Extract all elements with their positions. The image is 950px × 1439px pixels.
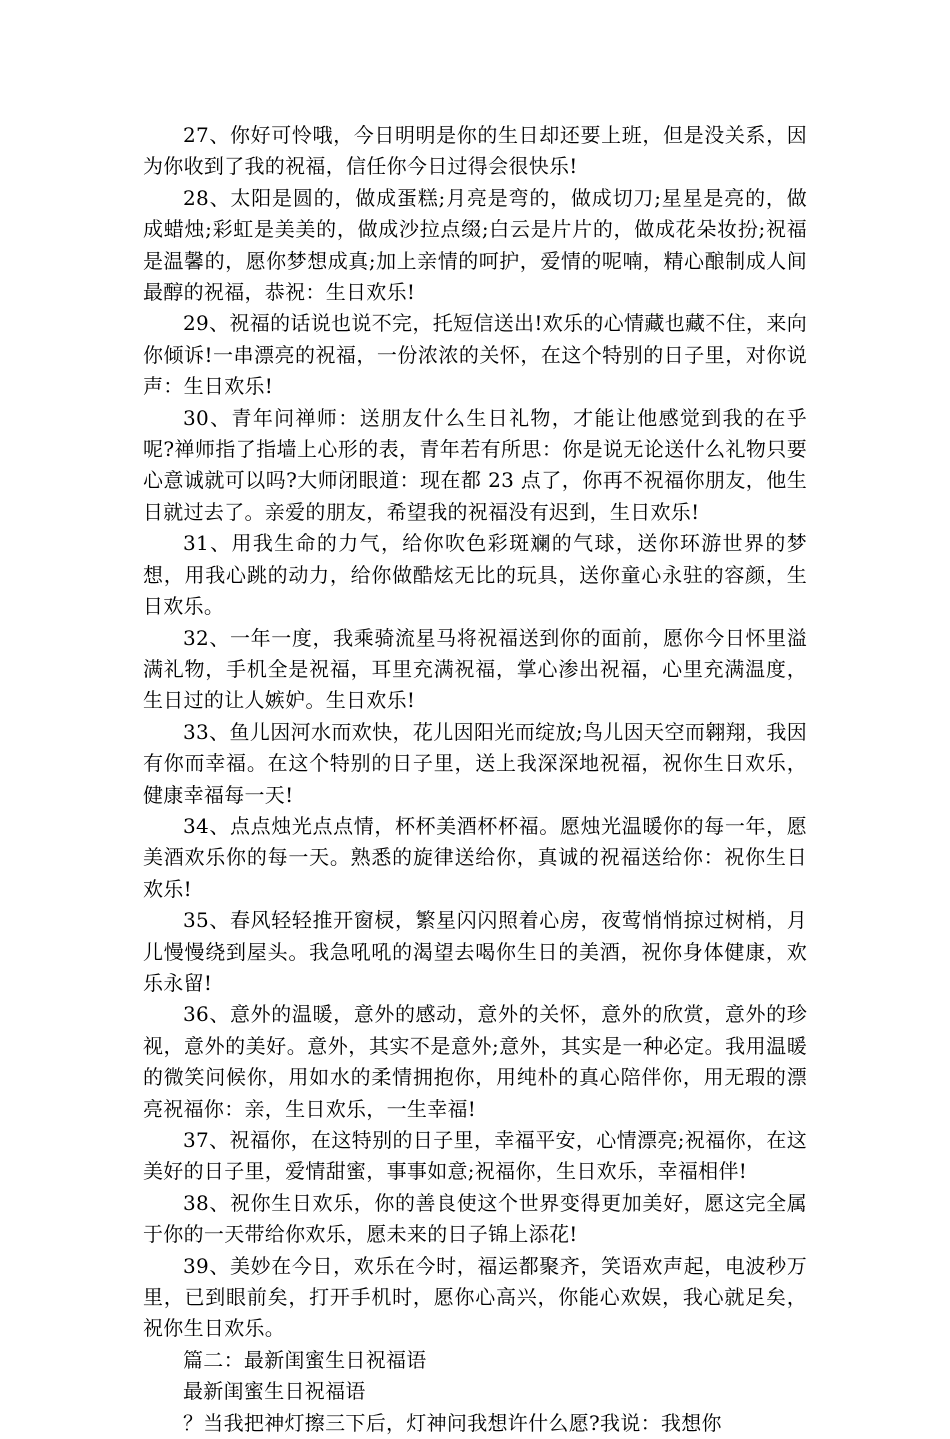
section-title: 篇二：最新闺蜜生日祝福语	[183, 1347, 427, 1372]
wish-paragraph-36: 36、意外的温暖，意外的感动，意外的关怀，意外的欣赏，意外的珍视，意外的美好。意外，其实不是意外;意外，其实是一种必定。我用温暖的微笑问候你，用如水的柔情拥抱你，用纯朴的真心陪伴你，用无瑕的漂亮祝福你：亲，生日欢乐，一生幸福!	[143, 1002, 807, 1121]
last-line: ？当我把神灯擦三下后，灯神问我想许什么愿?我说：我想你	[183, 1410, 722, 1435]
wish-paragraph-30: 30、青年问禅师：送朋友什么生日礼物，才能让他感觉到我的在乎呢?禅师指了指墙上心形的表，青年若有所思：你是说无论送什么礼物只要心意诚就可以吗?大师闭眼道：现在都 23 点了，你再不祝福你朋友，他生日就过去了。亲爱的朋友，希望我的祝福没有迟到，生日欢乐!	[143, 405, 807, 524]
wish-paragraph-28: 28、太阳是圆的，做成蛋糕;月亮是弯的，做成切刀;星星是亮的，做成蜡烛;彩虹是美美的，做成沙拉点缀;白云是片片的，做成花朵妆扮;祝福是温馨的，愿你梦想成真;加上亲情的呵护，爱情的呢喃，精心酿制成人间最醇的祝福，恭祝：生日欢乐!	[143, 185, 807, 305]
document-body	[143, 120, 807, 1439]
wish-paragraph-31: 31、用我生命的力气，给你吹色彩斑斓的气球，送你环游世界的梦想，用我心跳的动力，给你做酷炫无比的玩具，送你童心永驻的容颜，生日欢乐。	[143, 531, 807, 619]
wish-paragraph-27: 27、你好可怜哦，今日明明是你的生日却还要上班，但是没关系，因为你收到了我的祝福，信任你今日过得会很快乐!	[143, 123, 807, 179]
wish-paragraph-34: 34、点点烛光点点情，杯杯美酒杯杯福。愿烛光温暖你的每一年，愿美酒欢乐你的每一天。熟悉的旋律送给你，真诚的祝福送给你：祝你生日欢乐!	[143, 813, 807, 901]
wish-paragraph-38: 38、祝你生日欢乐，你的善良使这个世界变得更加美好，愿这完全属于你的一天带给你欢乐，愿未来的日子锦上添花!	[143, 1190, 807, 1247]
wish-paragraph-29: 29、祝福的话说也说不完，托短信送出!欢乐的心情藏也藏不住，来向你倾诉!一串漂亮的祝福，一份浓浓的关怀，在这个特别的日子里，对你说声：生日欢乐!	[143, 311, 807, 399]
wish-paragraph-39: 39、美妙在今日，欢乐在今时，福运都聚齐，笑语欢声起，电波秒万里，已到眼前矣，打开手机时，愿你心高兴，你能心欢娱，我心就足矣，祝你生日欢乐。	[143, 1253, 807, 1341]
wish-paragraph-35: 35、春风轻轻推开窗棂，繁星闪闪照着心房，夜莺悄悄掠过树梢，月儿慢慢绕到屋头。我急吼吼的渴望去喝你生日的美酒，祝你身体健康，欢乐永留!	[143, 908, 807, 995]
wish-paragraph-33: 33、鱼儿因河水而欢快，花儿因阳光而绽放;鸟儿因天空而翱翔，我因有你而幸福。在这个特别的日子里，送上我深深地祝福，祝你生日欢乐，健康幸福每一天!	[143, 719, 807, 807]
section-subtitle: 最新闺蜜生日祝福语	[183, 1379, 366, 1404]
wish-paragraph-37: 37、祝福你，在这特别的日子里，幸福平安，心情漂亮;祝福你，在这美好的日子里，爱情甜蜜，事事如意;祝福你，生日欢乐，幸福相伴!	[143, 1128, 807, 1184]
wish-paragraph-32: 32、一年一度，我乘骑流星马将祝福送到你的面前，愿你今日怀里溢满礼物，手机全是祝福，耳里充满祝福，掌心渗出祝福，心里充满温度，生日过的让人嫉妒。生日欢乐!	[143, 625, 807, 713]
